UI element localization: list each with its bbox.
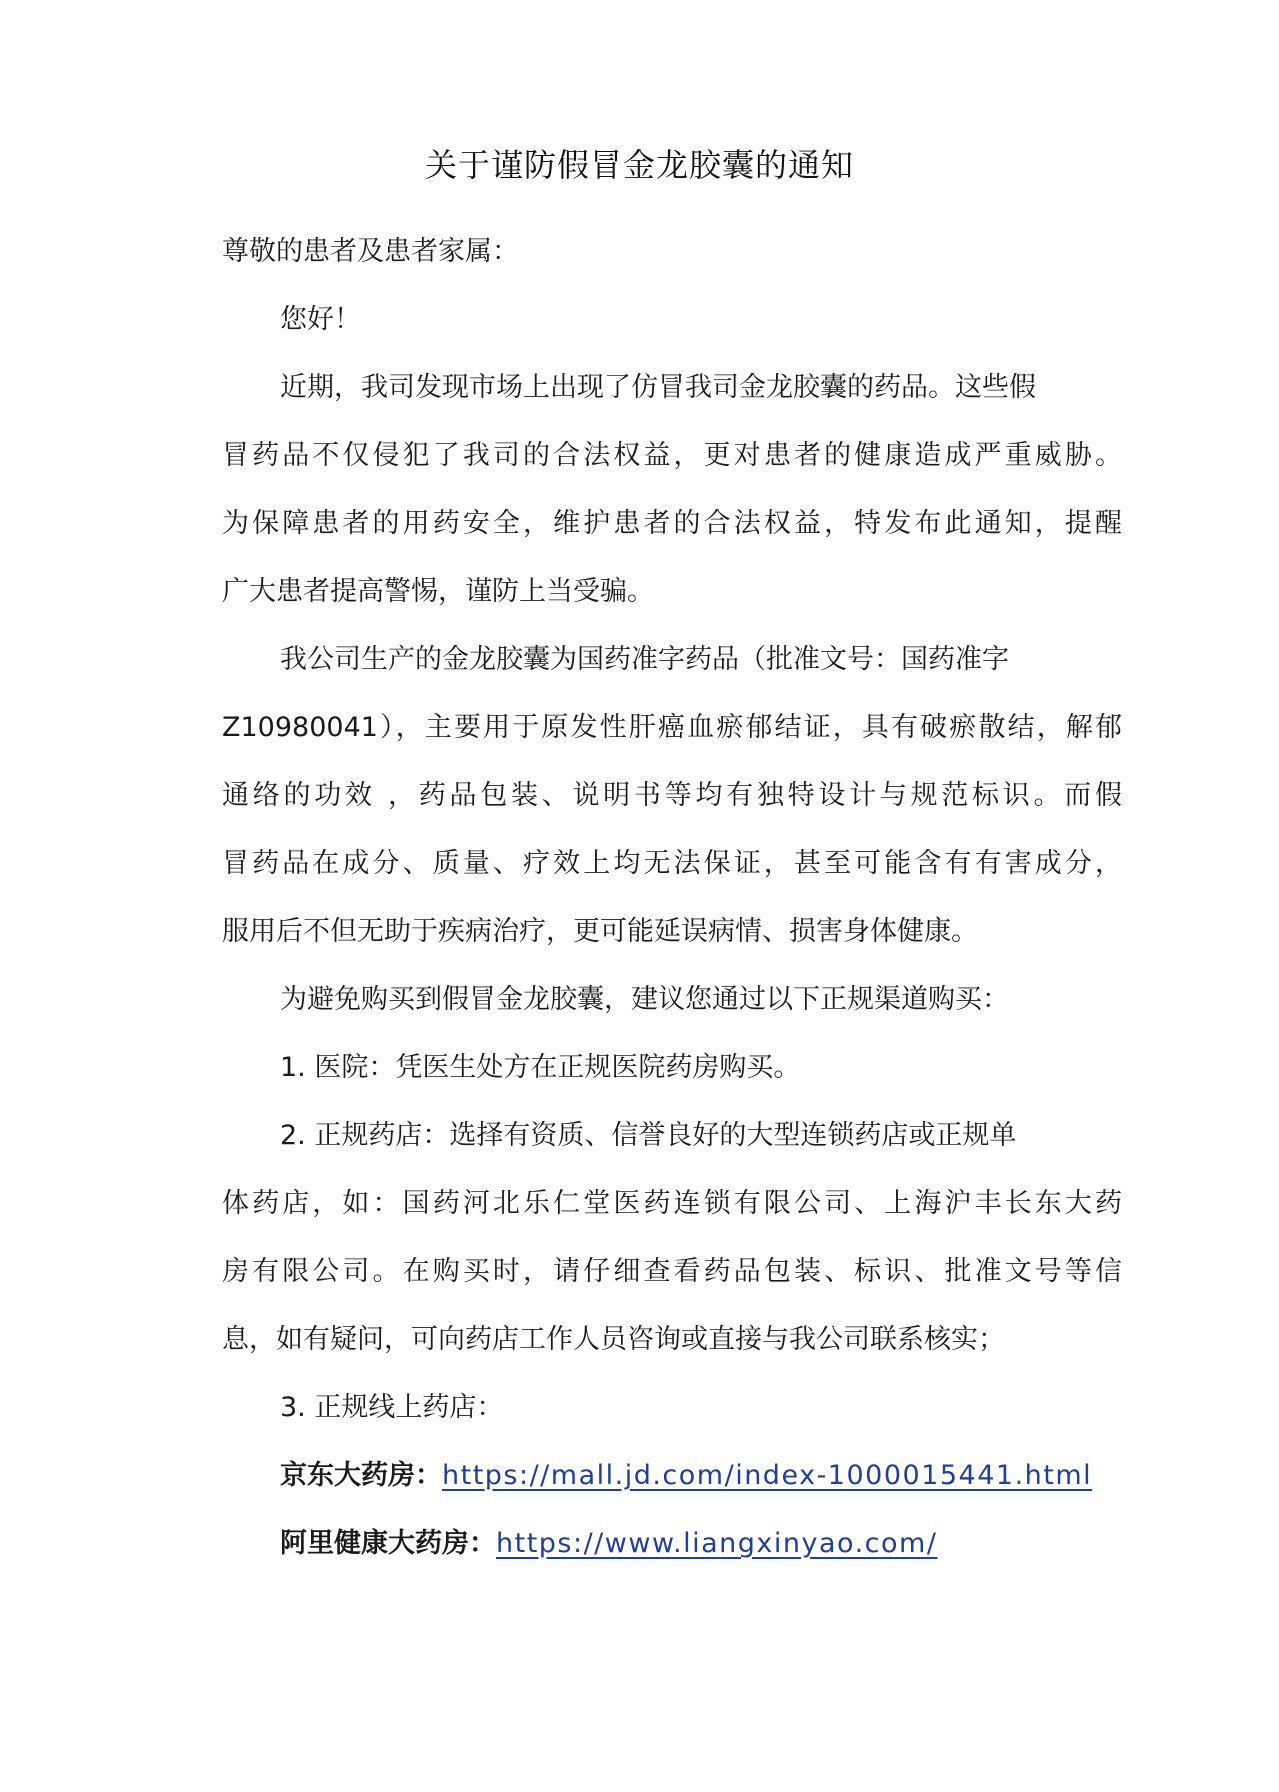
document-title: 关于谨防假冒金龙胶囊的通知 bbox=[424, 146, 854, 184]
paragraph-1 bbox=[222, 354, 1122, 626]
paragraph-line: 息，如有疑问，可向药店工作人员咨询或直接与我公司联系核实； bbox=[222, 1324, 1005, 1355]
paragraph-line: 冒药品在成分、质量、疗效上均无法保证，甚至可能含有有害成分， bbox=[222, 848, 1122, 879]
store-ali bbox=[222, 1510, 1122, 1578]
paragraph-line: 服用后不但无助于疾病治疗，更可能延误病情、损害身体健康。 bbox=[222, 916, 978, 947]
list-item-hospital: 1. 医院：凭医生处方在正规医院药房购买。 bbox=[280, 1052, 801, 1083]
paragraph-2 bbox=[222, 626, 1122, 966]
store-jd bbox=[222, 1442, 1122, 1510]
paragraph-line: 通络的功效 ，药品包装、说明书等均有独特设计与规范标识。而假 bbox=[222, 780, 1122, 811]
list-item-pharmacy bbox=[222, 1102, 1122, 1374]
store-link[interactable]: https://www.liangxinyao.com/ bbox=[496, 1528, 938, 1559]
list-item-online: 3. 正规线上药店： bbox=[280, 1392, 504, 1423]
paragraph-line: 冒药品不仅侵犯了我司的合法权益，更对患者的健康造成严重威胁。 bbox=[222, 440, 1122, 471]
document-body bbox=[222, 218, 1122, 1578]
paragraph-line: 广大患者提高警惕，谨防上当受骗。 bbox=[222, 576, 654, 607]
store-name: 阿里健康大药房： bbox=[280, 1528, 496, 1559]
paragraph-line: 2. 正规药店：选择有资质、信誉良好的大型连锁药店或正规单 bbox=[280, 1120, 1017, 1151]
paragraph-line: 体药店，如：国药河北乐仁堂医药连锁有限公司、上海沪丰长东大药 bbox=[222, 1188, 1122, 1219]
paragraph-line: 房有限公司。在购买时，请仔细查看药品包装、标识、批准文号等信 bbox=[222, 1256, 1122, 1287]
paragraph-line: 为保障患者的用药安全，维护患者的合法权益，特发布此通知，提醒 bbox=[222, 508, 1122, 539]
salutation: 尊敬的患者及患者家属： bbox=[222, 236, 519, 267]
paragraph-line: 我公司生产的金龙胶囊为国药准字药品（批准文号：国药准字 bbox=[280, 644, 1009, 675]
paragraph-line: 近期，我司发现市场上出现了仿冒我司金龙胶囊的药品。这些假 bbox=[280, 372, 1036, 403]
paragraph-3: 为避免购买到假冒金龙胶囊，建议您通过以下正规渠道购买： bbox=[280, 984, 1009, 1015]
store-name: 京东大药房： bbox=[280, 1460, 442, 1491]
paragraph-line: Z10980041），主要用于原发性肝癌血瘀郁结证，具有破瘀散结，解郁 bbox=[222, 712, 1122, 743]
store-link[interactable]: https://mall.jd.com/index-1000015441.html bbox=[442, 1460, 1093, 1491]
greeting: 您好！ bbox=[280, 304, 361, 335]
